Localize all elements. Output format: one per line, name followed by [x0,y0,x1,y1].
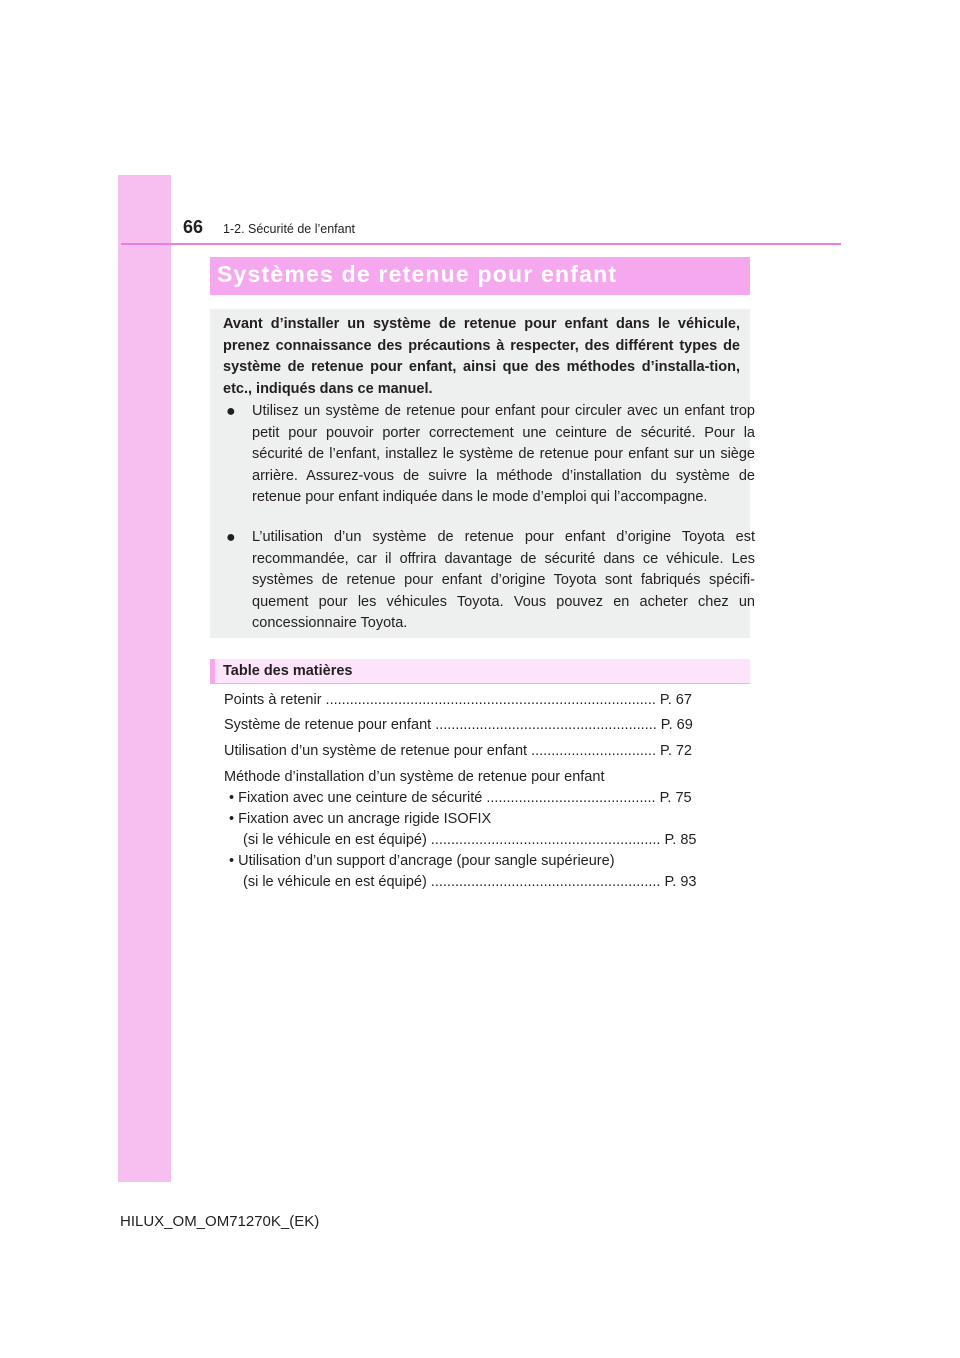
toc-subentry-continuation[interactable]: (si le véhicule en est équipé) ......................................................... P. 85 [243,832,697,848]
bullet-text: Utilisez un système de retenue pour enfant pour circuler avec un enfant trop petit pour pouvoir porter correctement une ceinture de sécurité. Pour la sécurité de l’enfant, installez le système de retenue pour enfant sur un siège arrière. Assurez-vous de suivre la méthode d’installation du système de retenue pour enfant indiquée dans le mode d’emploi qui l’accompagne. [252,403,755,505]
toc-header-accent [210,659,215,684]
toc-entry[interactable]: Utilisation d’un système de retenue pour enfant ............................... P. 72 [224,743,693,759]
intro-box [210,309,755,638]
bullet-dot-icon: ● [226,403,236,420]
bullet-dot-icon: ● [226,529,236,546]
toc-header-underline [210,683,750,684]
header-divider [121,243,841,245]
document-footer-code: HILUX_OM_OM71270K_(EK) [120,1213,320,1230]
running-header-section: 1-2. Sécurité de l’enfant [223,222,356,236]
toc-header [210,659,750,684]
bullet-text: L’utilisation d’un système de retenue pour enfant d’origine Toyota est recommandée, car il offrira davantage de sécurité dans ce véhicule. Les systèmes de retenue pour enfant d’origine Toyota sont fabriqués spécifi-quement pour les véhicules Toyota. Vous pouvez en acheter chez un concessionnaire Toyota. [252,529,755,631]
section-title: Systèmes de retenue pour enfant [217,261,618,287]
section-title-bar [210,257,750,295]
toc-header-label: Table des matières [223,663,353,679]
toc-entry: Méthode d’installation d’un système de retenue pour enfant [224,769,605,785]
toc-entry[interactable]: Système de retenue pour enfant ....................................................... P. 69 [224,717,693,733]
page-number: 66 [183,217,204,237]
toc-subentry[interactable]: • Fixation avec une ceinture de sécurité .......................................... P. 75 [229,790,692,806]
toc-subentry: • Utilisation d’un support d’ancrage (pour sangle supérieure) [229,853,615,869]
side-thumb-tab [118,175,171,1182]
toc-entry[interactable]: Points à retenir .................................................................................. P. 67 [224,692,692,708]
toc-subentry: • Fixation avec un ancrage rigide ISOFIX [229,811,492,827]
intro-lead-text: Avant d’installer un système de retenue pour enfant dans le véhicule, prenez connaissance des précautions à respecter, des différent types de système de retenue pour enfant, ainsi que des méthodes d’installa-tion, etc., indiqués dans ce manuel. [223,316,740,397]
toc-subentry-continuation[interactable]: (si le véhicule en est équipé) ......................................................... P. 93 [243,874,697,890]
